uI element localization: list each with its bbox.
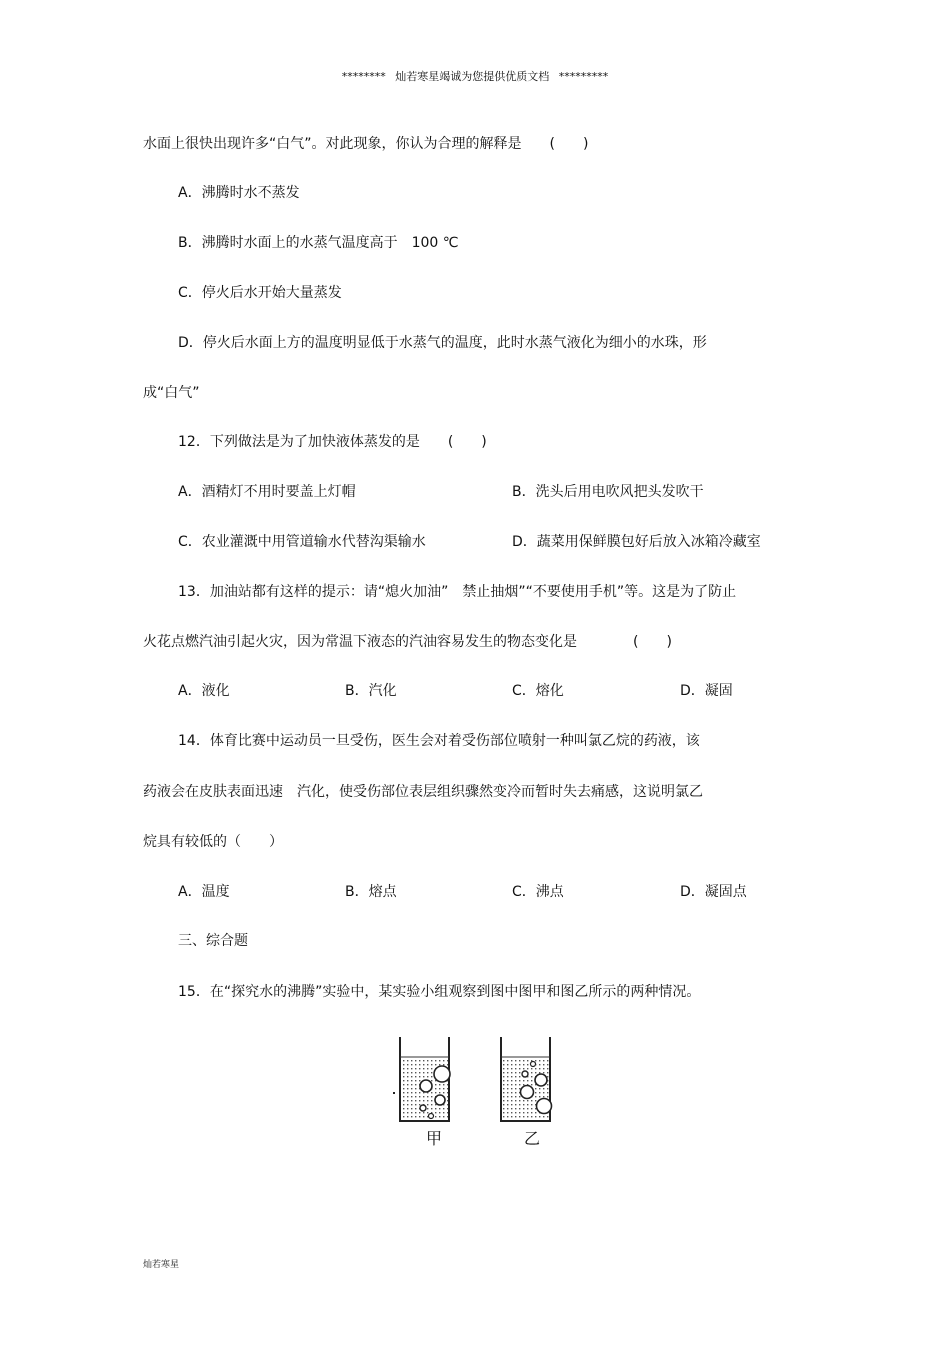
bubble <box>429 1114 434 1119</box>
q13-stem-line2: 火花点燃汽油引起火灾，因为常温下液态的汽油容易发生的物态变化是 ( ) <box>143 634 672 650</box>
bubble <box>435 1095 445 1105</box>
q12-stem: 12．下列做法是为了加快液体蒸发的是 ( ) <box>178 434 487 450</box>
bubble <box>537 1099 552 1114</box>
q11-stem-tail: 水面上很快出现许多“白气”。对此现象，你认为合理的解释是 ( ) <box>143 136 589 152</box>
q14-option-a: A．温度 <box>178 884 230 900</box>
q13-option-b: B．汽化 <box>345 683 397 699</box>
bubble <box>420 1080 432 1092</box>
figure-label-jia: 甲 <box>426 1129 443 1148</box>
section-heading: 三、综合题 <box>178 933 248 949</box>
q11-option-d-line1: D．停火后水面上方的温度明显低于水蒸气的温度，此时水蒸气液化为细小的水珠，形 <box>178 335 707 351</box>
side-mark <box>393 1092 395 1094</box>
q14-stem-line1: 14．体育比赛中运动员一旦受伤，医生会对着受伤部位喷射一种叫氯乙烷的药液，该 <box>178 733 700 749</box>
page-header: ******** 灿若寒星竭诚为您提供优质文档 ********* <box>341 70 609 83</box>
bubble <box>522 1071 528 1077</box>
q12-option-a: A．酒精灯不用时要盖上灯帽 <box>178 484 356 500</box>
beaker-jia <box>393 1037 450 1121</box>
bubble <box>531 1062 536 1067</box>
page-footer: 灿若寒星 <box>143 1260 180 1270</box>
q13-option-d: D．凝固 <box>680 683 733 699</box>
q12-option-d: D．蔬菜用保鲜膜包好后放入冰箱冷藏室 <box>512 534 761 550</box>
q11-option-b: B．沸腾时水面上的水蒸气温度高于 100 ℃ <box>178 235 459 251</box>
q11-option-c: C．停火后水开始大量蒸发 <box>178 285 342 301</box>
q14-stem-line3: 烷具有较低的（ ） <box>143 834 283 850</box>
bubble <box>434 1066 450 1082</box>
q14-stem-line2: 药液会在皮肤表面迅速 汽化，使受伤部位表层组织骤然变冷而暂时失去痛感，这说明氯乙 <box>143 784 703 800</box>
q13-option-c: C．熔化 <box>512 683 564 699</box>
q13-option-a: A．液化 <box>178 683 230 699</box>
q11-option-d-line2: 成“白气” <box>143 385 200 401</box>
q14-option-d: D．凝固点 <box>680 884 747 900</box>
q13-stem-line1: 13．加油站都有这样的提示：请“熄火加油” 禁止抽烟”“不要使用手机”等。这是为了防止 <box>178 584 737 600</box>
bubble <box>420 1105 426 1111</box>
bubble <box>521 1086 534 1099</box>
figure-label-yi: 乙 <box>524 1129 541 1148</box>
q12-option-c: C．农业灌溉中用管道输水代替沟渠输水 <box>178 534 426 550</box>
q14-option-b: B．熔点 <box>345 884 397 900</box>
bubble <box>535 1074 547 1086</box>
q11-option-a: A．沸腾时水不蒸发 <box>178 185 300 201</box>
beaker-yi <box>501 1037 552 1121</box>
q15-stem: 15．在“探究水的沸腾”实验中，某实验小组观察到图中图甲和图乙所示的两种情况。 <box>178 984 701 1000</box>
q12-option-b: B．洗头后用电吹风把头发吹干 <box>512 484 704 500</box>
q14-option-c: C．沸点 <box>512 884 564 900</box>
